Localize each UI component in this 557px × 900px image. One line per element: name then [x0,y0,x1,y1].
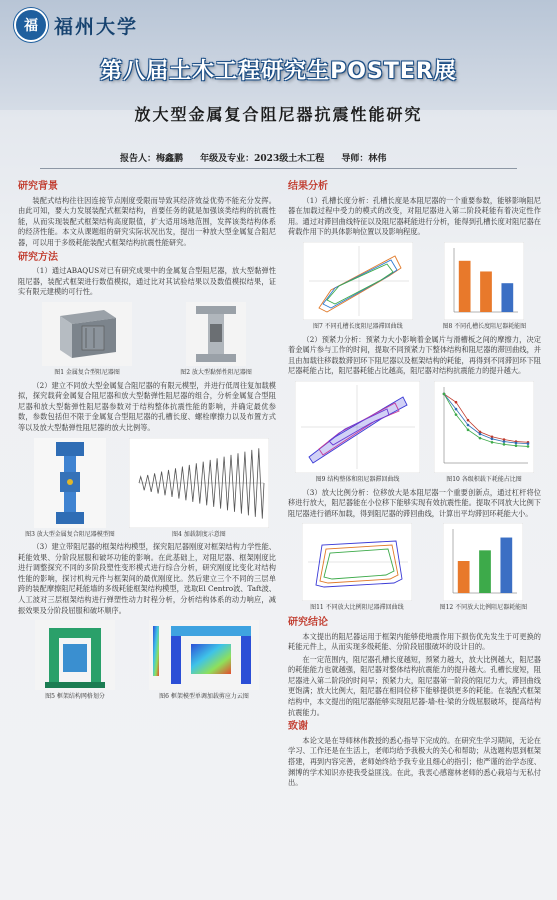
figure-10-caption: 图10 各级积载下耗能占比图 [446,475,522,483]
viscoelastic-damper-image [186,302,246,366]
figure-5 [35,620,115,703]
section-title-conclusion: 研究结论 [288,616,328,628]
university-logo [14,8,138,42]
figure-6 [149,620,259,703]
university-name: 福州大学 [54,15,139,38]
figure-10 [434,381,534,486]
amp-energy-bar [458,561,470,593]
slot-energy-bar [459,261,471,312]
poster-main-title: 第八届土木工程研究生POSTER展 [100,59,457,84]
advisor: 导师：林伟 [341,154,387,164]
damper-3d-image [42,302,132,366]
background-text: 装配式结构往往因连接节点刚度受限而导致其经济效益优势不能充分发挥。由此可知，要大力发展装配式框架结构，首要任务的就是加强该类结构的抗震性能，从而实现装配式框架结构高度限值，扩大适用场地范围，发挥该类结构体系的经济性能。本文从课题组的研究实际状况出发，提出一种放大型金属复合阻尼器，可以用于多级耗能装配式框架结构抗震性能研究。 [18,195,276,247]
figure-11 [302,523,412,614]
method-step-1: （1）通过ABAQUS对已有研究成果中的金属复合型阻尼器，放大型黏弹性阻尼器，装配式框架进行数值模拟，通过比对其试验结果以及数值模拟结果，证实有限元建模的可行性。 [18,266,276,297]
figure-3-caption: 图3 放大型金属复合阻尼器模型图 [25,530,115,538]
data-point [455,413,458,416]
method-step-2: （2）建立不同放大型金属复合阻尼器的有限元模型，并进行低周往复加载模拟，探究载荷金属复合阻尼器和放大型黏弹性阻尼器的组合，分析金属复合型阻尼器和放大型黏弹性阻尼器参数对于结构整体抗震性能的影响，并确定最优参数，参数包括但不限于金属复合型阻尼器的孔槽长度、螺栓摩擦力以及布置方式等以及放大型黏弹性阻尼器的放大比例等。 [18,380,276,432]
data-point [455,401,458,404]
figure-row-9-10 [288,381,541,486]
data-point [467,419,470,422]
stress-contour-image [149,620,259,690]
slot-length-energy-chart [444,242,524,320]
data-point [503,443,506,446]
result-1: （1）孔槽长度分析：孔槽长度是本阻尼器的一个重要参数，能够影响阻尼器在加载过程中受力的模式的改变，对阻尼器进入第二阶段耗能有着决定性作用。通过对滞回曲线特征以及阻尼器耗能进行分析，能得到孔槽长度对阻尼器在荷载作用下的具体影响位置以及影响程度。 [288,195,541,237]
figure-4-caption: 图4 加载制度示意图 [172,530,226,538]
data-point [527,445,530,448]
data-point [467,428,470,431]
data-point [527,442,530,445]
amplification-energy-chart [443,523,523,601]
grade: 年级及专业：2023级土木工程 [200,154,325,164]
frame-mesh-image [35,620,115,690]
figure-12-caption: 图12 不同放大比例阻尼器耗能图 [439,604,528,612]
data-point [467,424,470,427]
hysteresis-chart-slot [303,242,413,320]
loading-protocol-chart [129,438,269,528]
figure-row-1 [18,302,276,379]
figure-6-caption: 图6 框架模型单调加载剪应力云图 [159,693,249,701]
figure-9-caption: 图9 结构整体和阻尼器滞回曲线 [315,475,400,483]
right-column [288,178,541,791]
data-point [491,437,494,440]
figure-7 [303,242,413,333]
slot-energy-bar [480,271,492,312]
data-point [491,441,494,444]
figure-8-caption: 图8 不同孔槽长度阻尼器耗能图 [442,322,527,330]
figure-row-11-12 [288,523,541,614]
data-point [479,437,482,440]
data-point [443,393,446,396]
amp-energy-bar [501,538,513,593]
amp-energy-bar [479,551,491,594]
figure-row-3 [18,620,276,703]
figure-1-caption: 图1 金属复合型阻尼器图 [54,368,120,376]
section-title-acknowledgement: 致谢 [288,721,308,733]
figure-12 [440,523,528,614]
amplification-hysteresis-chart [302,523,412,601]
header-divider [40,168,517,169]
figure-9 [295,381,420,486]
figure-7-caption: 图7 不同孔槽长度阻尼器滞回曲线 [312,322,403,330]
figure-3 [25,438,115,541]
energy-ratio-line-chart [434,381,534,473]
figure-2-caption: 图2 放大型黏弹性阻尼器图 [180,368,252,376]
university-seal-icon: 福 [14,8,48,42]
section-title-results: 结果分析 [288,181,328,192]
conclusion-2: 在一定范围内，阻尼器孔槽长度越短，预紧力越大，放大比例越大，阻尼器的耗能能力也就越强，阻尼器对整体结构抗震能力的提升越大。孔槽长度短，阻尼器进入第二阶段的时间早；预紧力大，阻尼器第一阶段的阻尼力大，滞回曲线更饱满；放大比例大，阻尼器在相同位移下能够提供更多的耗能。在装配式框架结构中，本文提出的阻尼器能够实现阻尼器-墙-柱-梁的分级屈服破坏，提高结构抗震能力。 [288,654,541,717]
data-point [515,442,518,445]
structure-hysteresis-chart [295,381,420,473]
author-line [120,151,400,164]
left-column [18,178,276,705]
figure-1 [42,302,132,379]
figure-2 [180,302,252,379]
data-point [515,444,518,447]
figure-8 [442,242,526,333]
section-title-background: 研究背景 [18,181,58,192]
data-point [455,408,458,411]
slot-energy-bar [502,283,514,312]
figure-row-7-8 [288,242,541,333]
conclusion-1: 本文提出的阻尼器运用于框架内能够使地震作用下损伤优先发生于可更换的耗能元件上，从而实现多级耗能、分阶段屈服破坏的设计目的。 [288,631,541,652]
fe-damper-model-image [34,438,106,528]
method-step-3: （3）建立带阻尼器的框架结构模型，探究阻尼器刚度对框架结构力学性能、耗能效果、分阶段屈服和破坏功能的影响。在此基础上，对阻尼器、框架刚度比进行调整探究不同的多阶段塑性变形模式进行综合分析，研究刚度比变化对结构性能的影响，探讨机构元件与框架间的最优刚度比。然后建立三个不同的三层单跨的装配摩擦阻尼耗能墙的多级耗能框架结构模型，选取El Centro波、Taft波、人工波对三层框架结构进行弹塑性动力时程分析，分析结构体系的动力响应，减振效果及分阶段屈服和破坏顺序。 [18,542,276,615]
data-point [479,433,482,436]
acknowledgement-text: 本论文是在导师林伟教授的悉心指导下完成的。在研究生学习期间，无论在学习、工作还是在生活上，老师均给予我极大的关心和帮助；从选题构思到框架搭建，再到内容完善，老师始终给予我专业且细心的指引；他严谨的治学态度、渊博的学术知识亦使我受益匪浅。在此，我衷心感谢林老师的悉心栽培与无私付出。 [288,735,541,788]
data-point [503,440,506,443]
figure-row-2 [18,438,276,541]
figure-11-caption: 图11 不同放大比例阻尼器滞回曲线 [310,604,404,612]
figure-4 [129,438,269,541]
poster-sub-title: 放大型金属复合阻尼器抗震性能研究 [134,105,423,124]
section-title-method: 研究方法 [18,251,58,263]
result-2: （2）预紧力分析：预紧力大小影响着金属片与滑槽板之间的摩擦力，决定着金属片参与工作的时间，提取不同预紧力下整体结构和阻尼器的滞回曲线，并且由加载往移载数滞回环下阻尼器以及框架结构的耗能，再得到不同滞回环下阻尼器耗能占比，阻尼器耗能占比越高，阻尼器对结构抗震能力的提升越大。 [288,334,541,376]
result-3: （3）放大比例分析：位移放大是本阻尼器一个重要创新点，通过杠杆将位移进行放大，阻尼器能在小位移下能够实现有效抗震性能。提取不同放大比例下阻尼器进行循环加载，得到阻尼器的滞回曲线，计算出平均滞回环耗能大小。 [288,487,541,518]
reporter: 报告人：梅鑫鹏 [120,154,184,164]
figure-5-caption: 图5 框架结构网格划分 [45,693,105,701]
